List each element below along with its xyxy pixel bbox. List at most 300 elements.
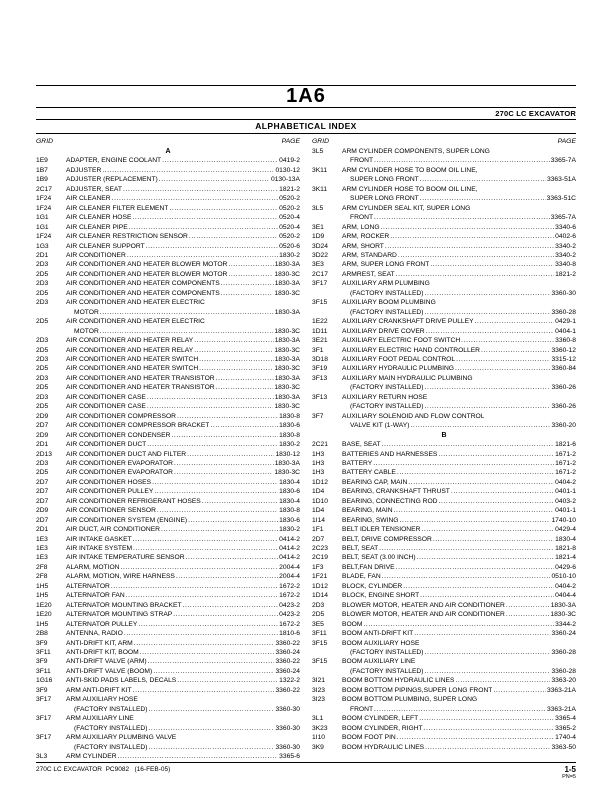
- dot-leader: [228, 260, 273, 269]
- dot-leader: [176, 572, 278, 581]
- grid-ref: 1H5: [36, 620, 49, 628]
- grid-ref: 1H3: [312, 459, 325, 467]
- page-ref: 3360-26: [551, 403, 576, 411]
- index-entry-row: [312, 695, 576, 704]
- grid-ref: 3E5: [312, 620, 324, 628]
- entry-title: AIR INTAKE GASKET: [66, 535, 132, 543]
- page-ref: 3360-30: [275, 724, 300, 732]
- entry-title: ANTI-DRIFT KIT, BOOM: [66, 649, 139, 657]
- index-entry-row: [312, 563, 576, 572]
- index-entry-row: [312, 657, 576, 666]
- index-entry-row: [312, 279, 576, 288]
- index-entry-row: [36, 714, 300, 723]
- index-entry-row: [36, 327, 300, 336]
- dot-leader: [398, 251, 554, 260]
- entry-title: ADAPTER, ENGINE COOLANT: [66, 157, 162, 165]
- entry-title: AIR INTAKE TEMPERATURE SENSOR: [66, 554, 185, 562]
- entry-title: ALTERNATOR FAN: [66, 592, 125, 600]
- grid-ref: 1D12: [312, 582, 328, 590]
- grid-ref: 1B7: [36, 166, 48, 174]
- index-entry-row: [36, 743, 300, 752]
- dot-leader: [461, 336, 554, 345]
- index-entry-row: [36, 355, 300, 364]
- dot-leader: [133, 686, 275, 695]
- page-ref: 1830-3A: [274, 280, 300, 288]
- index-entry-row: [312, 468, 576, 477]
- dot-leader: [171, 431, 278, 440]
- index-entry-row: [312, 639, 576, 648]
- page-ref: 3365-7A: [550, 214, 576, 222]
- page-ref: 1671-2: [555, 469, 576, 477]
- dot-leader: [148, 657, 275, 666]
- dot-leader: [420, 194, 546, 203]
- index-entry-row: [36, 648, 300, 657]
- index-entry-row: [312, 497, 576, 506]
- grid-ref: 3I23: [312, 686, 326, 694]
- index-entry-row: [36, 459, 300, 468]
- grid-ref: 1E3: [36, 545, 48, 553]
- page-ref: 1821-2: [555, 270, 576, 278]
- index-entry-row: [36, 393, 300, 402]
- dot-leader: [410, 421, 550, 430]
- entry-title: AIR CLEANER SUPPORT: [66, 242, 145, 250]
- entry-title: AUXILIARY ELECTRIC FOOT SWITCH: [342, 337, 461, 345]
- entry-title: ALARM, MOTION, WIRE HARNESS: [66, 573, 175, 581]
- index-entry-row: [36, 440, 300, 449]
- index-entry-row: [36, 497, 300, 506]
- page-ref: 0419-2: [279, 157, 300, 165]
- entry-title: AUXILIARY DRIVE COVER: [342, 327, 425, 335]
- entry-title: BEARING CAP, MAIN: [342, 478, 408, 486]
- dot-leader: [396, 563, 555, 572]
- entry-title: AIR CONDITIONER AND HEATER RELAY: [66, 346, 194, 354]
- entry-title: ARM, SHORT: [342, 242, 384, 250]
- entry-title-continued: FRONT: [350, 157, 374, 165]
- grid-ref: 3I23: [312, 696, 326, 704]
- dot-leader: [138, 620, 278, 629]
- dot-leader: [173, 610, 278, 619]
- entry-title: ANTI-DRIFT VALVE (BOOM): [66, 667, 153, 675]
- entry-title: BOOM HYDRAULIC LINES: [342, 743, 425, 751]
- page-ref: 0404-2: [555, 478, 576, 486]
- grid-ref: 1D4: [312, 488, 325, 496]
- section-heading: B: [441, 431, 447, 439]
- dot-leader: [408, 478, 554, 487]
- index-entry-row: [312, 582, 576, 591]
- grid-ref: 2D7: [36, 516, 49, 524]
- index-entry-row: [36, 383, 300, 392]
- dot-leader: [187, 450, 274, 459]
- page-ref: 3360-28: [551, 308, 576, 316]
- entry-title: AIR CONDITIONER DUCT AND FILTER: [66, 450, 187, 458]
- entry-title: BELT, DRIVE COMPRESSOR: [342, 535, 432, 543]
- index-entry-row: [312, 553, 576, 562]
- dot-leader: [129, 223, 278, 232]
- entry-title-continued: (FACTORY INSTALLED): [350, 289, 424, 297]
- index-entry-row: [312, 544, 576, 553]
- model-name: 270C LC EXCAVATOR: [495, 109, 576, 118]
- entry-title-continued: (FACTORY INSTALLED): [74, 724, 148, 732]
- page-ref: 0429-1: [555, 318, 576, 326]
- entry-title: AIR CONDITIONER COMPRESSOR BRACKET: [66, 422, 210, 430]
- index-entry-row: [36, 639, 300, 648]
- entry-title: ALTERNATOR: [66, 582, 110, 590]
- page-ref: 1821-6: [555, 441, 576, 449]
- grid-ref: 3E1: [312, 223, 324, 231]
- index-entry-row: [312, 147, 576, 156]
- page-ref: 3344-2: [555, 620, 576, 628]
- page-ref: 1830-2: [279, 441, 300, 449]
- entry-title: AIR CONDITIONER AND HEATER TRANSISTOR: [66, 374, 215, 382]
- grid-ref: 2D5: [36, 318, 49, 326]
- dot-leader: [161, 525, 278, 534]
- page-ref: 1830-6: [279, 516, 300, 524]
- page-ref: 3360-22: [275, 658, 300, 666]
- entry-title: AUXILIARY ELECTRIC HAND CONTROLLER: [342, 346, 480, 354]
- index-entry-row: [312, 733, 576, 742]
- dot-leader: [381, 223, 555, 232]
- dot-leader: [396, 270, 555, 279]
- page-footer: [36, 762, 576, 781]
- entry-title: ARM CYLINDER: [66, 753, 117, 760]
- index-entry-row: [36, 289, 300, 298]
- dot-leader: [433, 535, 554, 544]
- page-title: ALPHABETICAL INDEX: [255, 121, 357, 131]
- index-entry-row: [312, 620, 576, 629]
- page-ref: 3360-24: [551, 630, 576, 638]
- footer-page-block: [562, 765, 576, 781]
- entry-title: BOOM: [342, 620, 363, 628]
- page-ref: 1830-3A: [274, 374, 300, 382]
- entry-title: ADJUSTER (REPLACEMENT): [66, 176, 158, 184]
- entry-title: AIR CONDITIONER AND HEATER ELECTRIC: [66, 318, 205, 326]
- index-entry-row: [312, 506, 576, 515]
- entry-title-continued: (FACTORY INSTALLED): [74, 743, 148, 751]
- entry-title: AUXILIARY MAIN HYDRAULIC PLUMBING: [342, 374, 473, 382]
- page-ref: 0510-10: [551, 573, 576, 581]
- index-entry-row: [36, 620, 300, 629]
- index-entry-row: [36, 156, 300, 165]
- grid-ref: 3F11: [312, 630, 327, 638]
- index-entry-row: [36, 657, 300, 666]
- index-entry-row: [312, 525, 576, 534]
- index-entry-row: [312, 251, 576, 260]
- dot-leader: [475, 317, 555, 326]
- column-header-right: [312, 137, 576, 147]
- dot-leader: [183, 601, 279, 610]
- dot-leader: [374, 705, 546, 714]
- page-ref: 0520-2: [279, 195, 300, 203]
- grid-ref: 2D3: [36, 459, 49, 467]
- entry-title: AIR CONDITIONER AND HEATER COMPONENTS: [66, 289, 220, 297]
- index-entries-right: [312, 147, 576, 752]
- grid-ref: 1G1: [36, 214, 49, 222]
- grid-ref: 2D5: [36, 346, 49, 354]
- index-entry-row: [312, 629, 576, 638]
- page-ref: 3360-28: [551, 649, 576, 657]
- grid-ref: 2D7: [36, 478, 49, 486]
- entry-title: BELT IDLER TENSIONER: [342, 526, 421, 534]
- grid-ref: 2D1: [36, 251, 49, 259]
- index-entry-row: [36, 676, 300, 685]
- page-ref: 1740-4: [555, 734, 576, 742]
- grid-ref: 1F3: [312, 563, 324, 571]
- page-ref: 2004-4: [279, 573, 300, 581]
- page-ref: 3360-84: [551, 365, 576, 373]
- page-ref: 1830-4: [279, 497, 300, 505]
- grid-ref: 1I14: [312, 516, 326, 524]
- entry-title-continued: MOTOR: [74, 327, 99, 335]
- grid-ref: 3F11: [36, 649, 51, 657]
- grid-ref: 3F15: [312, 658, 328, 666]
- index-entry-row: [312, 194, 576, 203]
- dot-leader: [210, 421, 278, 430]
- grid-ref: 1D14: [312, 592, 328, 600]
- entry-title: AIR CONDITIONER AND HEATER BLOWER MOTOR: [66, 261, 228, 269]
- page-ref: 1821-8: [555, 545, 576, 553]
- grid-ref: 3L5: [312, 148, 324, 155]
- page-ref: 1830-12: [275, 450, 300, 458]
- page-ref: 3360-20: [551, 422, 576, 430]
- grid-ref: 3F17: [312, 280, 328, 288]
- index-entry-row: [312, 450, 576, 459]
- entry-title: BATTERY CABLE: [342, 469, 396, 477]
- dot-leader: [420, 175, 546, 184]
- page-ref: 3365-2: [555, 724, 576, 732]
- grid-ref: 3D18: [312, 355, 328, 363]
- page-ref: 0520-2: [279, 204, 300, 212]
- index-entry-row: [36, 450, 300, 459]
- dot-leader: [177, 412, 278, 421]
- index-entry-row: [36, 506, 300, 515]
- page-ref: 3340-2: [555, 242, 576, 250]
- index-entry-row: [36, 421, 300, 430]
- page-ref: 3315-12: [551, 355, 576, 363]
- index-entry-row: [312, 724, 576, 733]
- entry-title: AIR CONDITIONER: [66, 251, 126, 259]
- entry-title: BELT,FAN DRIVE: [342, 563, 395, 571]
- index-entry-row: [312, 516, 576, 525]
- index-entry-row: [36, 667, 300, 676]
- grid-ref: 3F9: [36, 639, 48, 647]
- dot-leader: [112, 194, 279, 203]
- page-ref: 0402-6: [555, 233, 576, 241]
- grid-ref: 3F17: [36, 696, 52, 704]
- page-ref: 0403-2: [555, 497, 576, 505]
- page-ref: 1830-3C: [274, 327, 300, 335]
- index-entry-row: [36, 242, 300, 251]
- index-entry-row: [36, 364, 300, 373]
- grid-ref: 1H5: [36, 582, 49, 590]
- dot-leader: [123, 185, 278, 194]
- page-ref: 3360-12: [551, 346, 576, 354]
- dot-leader: [140, 648, 275, 657]
- entry-title: AUXILIARY SOLENOID AND FLOW CONTROL: [342, 412, 485, 420]
- dot-leader: [127, 251, 278, 260]
- entry-title: BEARING, CRANKSHAFT THRUST: [342, 488, 450, 496]
- index-entry-row: [36, 553, 300, 562]
- index-entry-row: [36, 260, 300, 269]
- grid-ref: 3F7: [312, 412, 324, 420]
- dot-leader: [424, 289, 550, 298]
- dot-leader: [154, 487, 278, 496]
- entry-title: AIR CONDITIONER CASE: [66, 403, 146, 411]
- index-entry-row: [36, 563, 300, 572]
- entry-title: BOOM BOTTOM PLUMBING, SUPER LONG: [342, 696, 478, 704]
- index-entry-row: [36, 232, 300, 241]
- index-entry-row: [36, 346, 300, 355]
- index-entry-row: [312, 412, 576, 421]
- index-entry-row: [312, 185, 576, 194]
- page-ref: 0130-13A: [270, 176, 300, 184]
- dot-leader: [102, 166, 274, 175]
- page-ref: 3360-22: [275, 686, 300, 694]
- grid-ref: 1E3: [36, 535, 48, 543]
- grid-ref: 3L1: [312, 715, 324, 723]
- index-entry-row: [36, 402, 300, 411]
- entry-title-continued: (FACTORY INSTALLED): [74, 705, 148, 713]
- entry-title: ALTERNATOR MOUNTING STRAP: [66, 611, 173, 619]
- grid-ref: 1I10: [312, 734, 326, 742]
- grid-ref: 2C21: [312, 441, 328, 449]
- dot-leader: [421, 525, 554, 534]
- index-entry-row: [312, 166, 576, 175]
- entry-title: ANTI-SKID PADS LABELS, DECALS: [66, 677, 177, 685]
- index-entry-row: [36, 525, 300, 534]
- dot-leader: [420, 591, 554, 600]
- page-ref: 0414-2: [279, 535, 300, 543]
- index-entry-row: [36, 194, 300, 203]
- grid-ref: 2D7: [36, 488, 49, 496]
- index-entry-row: [312, 374, 576, 383]
- dot-leader: [133, 544, 278, 553]
- index-entry-row: [36, 308, 300, 317]
- index-entry-row: [312, 535, 576, 544]
- page-ref: 0520-4: [279, 214, 300, 222]
- dot-leader: [174, 468, 273, 477]
- entry-title: ARM AUXILIARY HOSE: [66, 696, 138, 704]
- grid-ref: 2D5: [36, 365, 49, 373]
- dot-leader: [481, 346, 550, 355]
- entry-title: BOOM ANTI-DRIFT KIT: [342, 630, 414, 638]
- page-ref: 0404-1: [555, 327, 576, 335]
- page-ref: 1830-3C: [274, 346, 300, 354]
- entry-title: BOOM CYLINDER, LEFT: [342, 715, 419, 723]
- page-ref: 1830-8: [279, 507, 300, 515]
- dot-leader: [397, 733, 554, 742]
- entry-title: ARM, ROCKER: [342, 233, 390, 241]
- page-ref: 3363-20: [551, 677, 576, 685]
- grid-ref: 1G3: [36, 242, 49, 250]
- dot-leader: [169, 204, 278, 213]
- entry-title: BATTERIES AND HARNESSES: [342, 450, 438, 458]
- page-ref: 0429-6: [555, 563, 576, 571]
- grid-ref: 3F13: [312, 393, 328, 401]
- dot-leader: [126, 591, 278, 600]
- dot-leader: [174, 459, 274, 468]
- page-ref: 1830-3C: [274, 365, 300, 373]
- grid-ref: 2D3: [36, 261, 49, 269]
- page-ref: 1830-8: [279, 431, 300, 439]
- page-ref: 3360-8: [555, 337, 576, 345]
- grid-ref: 3I21: [312, 677, 326, 685]
- entry-title: AIR CONDITIONER AND HEATER RELAY: [66, 337, 194, 345]
- index-entry-row: [36, 705, 300, 714]
- grid-ref: 3F13: [312, 374, 328, 382]
- grid-ref: 1D4: [312, 507, 325, 515]
- print-note: PN=5: [562, 774, 576, 780]
- index-entry-row: [36, 204, 300, 213]
- dot-leader: [424, 383, 550, 392]
- grid-ref: 1H3: [312, 450, 325, 458]
- index-entry-row: [312, 336, 576, 345]
- dot-leader: [385, 242, 554, 251]
- entry-title-continued: (FACTORY INSTALLED): [350, 384, 424, 392]
- index-entry-row: [36, 270, 300, 279]
- index-entry-row: [312, 648, 576, 657]
- dot-leader: [152, 478, 278, 487]
- grid-ref: 3D24: [312, 242, 328, 250]
- dot-leader: [424, 308, 550, 317]
- dot-leader: [100, 308, 274, 317]
- page-ref: 3365-4: [555, 715, 576, 723]
- dot-leader: [506, 610, 549, 619]
- grid-header: GRID: [312, 138, 329, 145]
- entry-title: ARM, SUPER LONG FRONT: [342, 261, 430, 269]
- page-ref: 0414-2: [279, 554, 300, 562]
- grid-ref: 1G16: [36, 677, 53, 685]
- grid-ref: 2D5: [312, 611, 325, 619]
- index-entry-row: [36, 544, 300, 553]
- dot-leader: [399, 516, 550, 525]
- index-entry-row: [312, 714, 576, 723]
- page-ref: 1830-6: [279, 422, 300, 430]
- grid-ref: 1G1: [36, 223, 49, 231]
- grid-ref: 3F9: [36, 686, 48, 694]
- index-entry-row: [36, 601, 300, 610]
- page-ref: 3363-51A: [546, 176, 576, 184]
- index-entry-row: [36, 251, 300, 260]
- entry-title: BEARING, MAIN: [342, 507, 393, 515]
- grid-ref: 2D1: [36, 526, 49, 534]
- index-entry-row: [36, 487, 300, 496]
- entry-title: AIR CLEANER HOSE: [66, 214, 132, 222]
- dot-leader: [424, 724, 555, 733]
- dot-leader: [194, 336, 273, 345]
- grid-ref: 2F8: [36, 573, 48, 581]
- index-entry-row: [312, 346, 576, 355]
- page-ref: 3363-51C: [546, 195, 576, 203]
- entry-title: BLOWER MOTOR, HEATER AND AIR CONDITIONER: [342, 611, 505, 619]
- entry-title: ARM CYLINDER HOSE TO BOOM OIL LINE,: [342, 185, 478, 193]
- index-columns: [36, 137, 576, 761]
- entry-title: ADJUSTER: [66, 166, 102, 174]
- grid-ref: 1B9: [36, 176, 48, 184]
- entry-title: AUXILIARY BOOM PLUMBING: [342, 299, 436, 307]
- grid-ref: 3E21: [312, 337, 328, 345]
- dot-leader: [426, 327, 555, 336]
- dot-leader: [216, 383, 274, 392]
- dot-leader: [111, 582, 278, 591]
- index-entry-row: [36, 733, 300, 742]
- grid-ref: 2C17: [36, 185, 52, 193]
- index-entry-row: [312, 402, 576, 411]
- index-entry-row: [312, 459, 576, 468]
- entry-title: BLOCK, ENGINE SHORT: [342, 592, 420, 600]
- grid-ref: 1D10: [312, 497, 328, 505]
- entry-title-continued: FRONT: [350, 705, 374, 713]
- entry-title: AIR CONDITIONER CONDENSER: [66, 431, 171, 439]
